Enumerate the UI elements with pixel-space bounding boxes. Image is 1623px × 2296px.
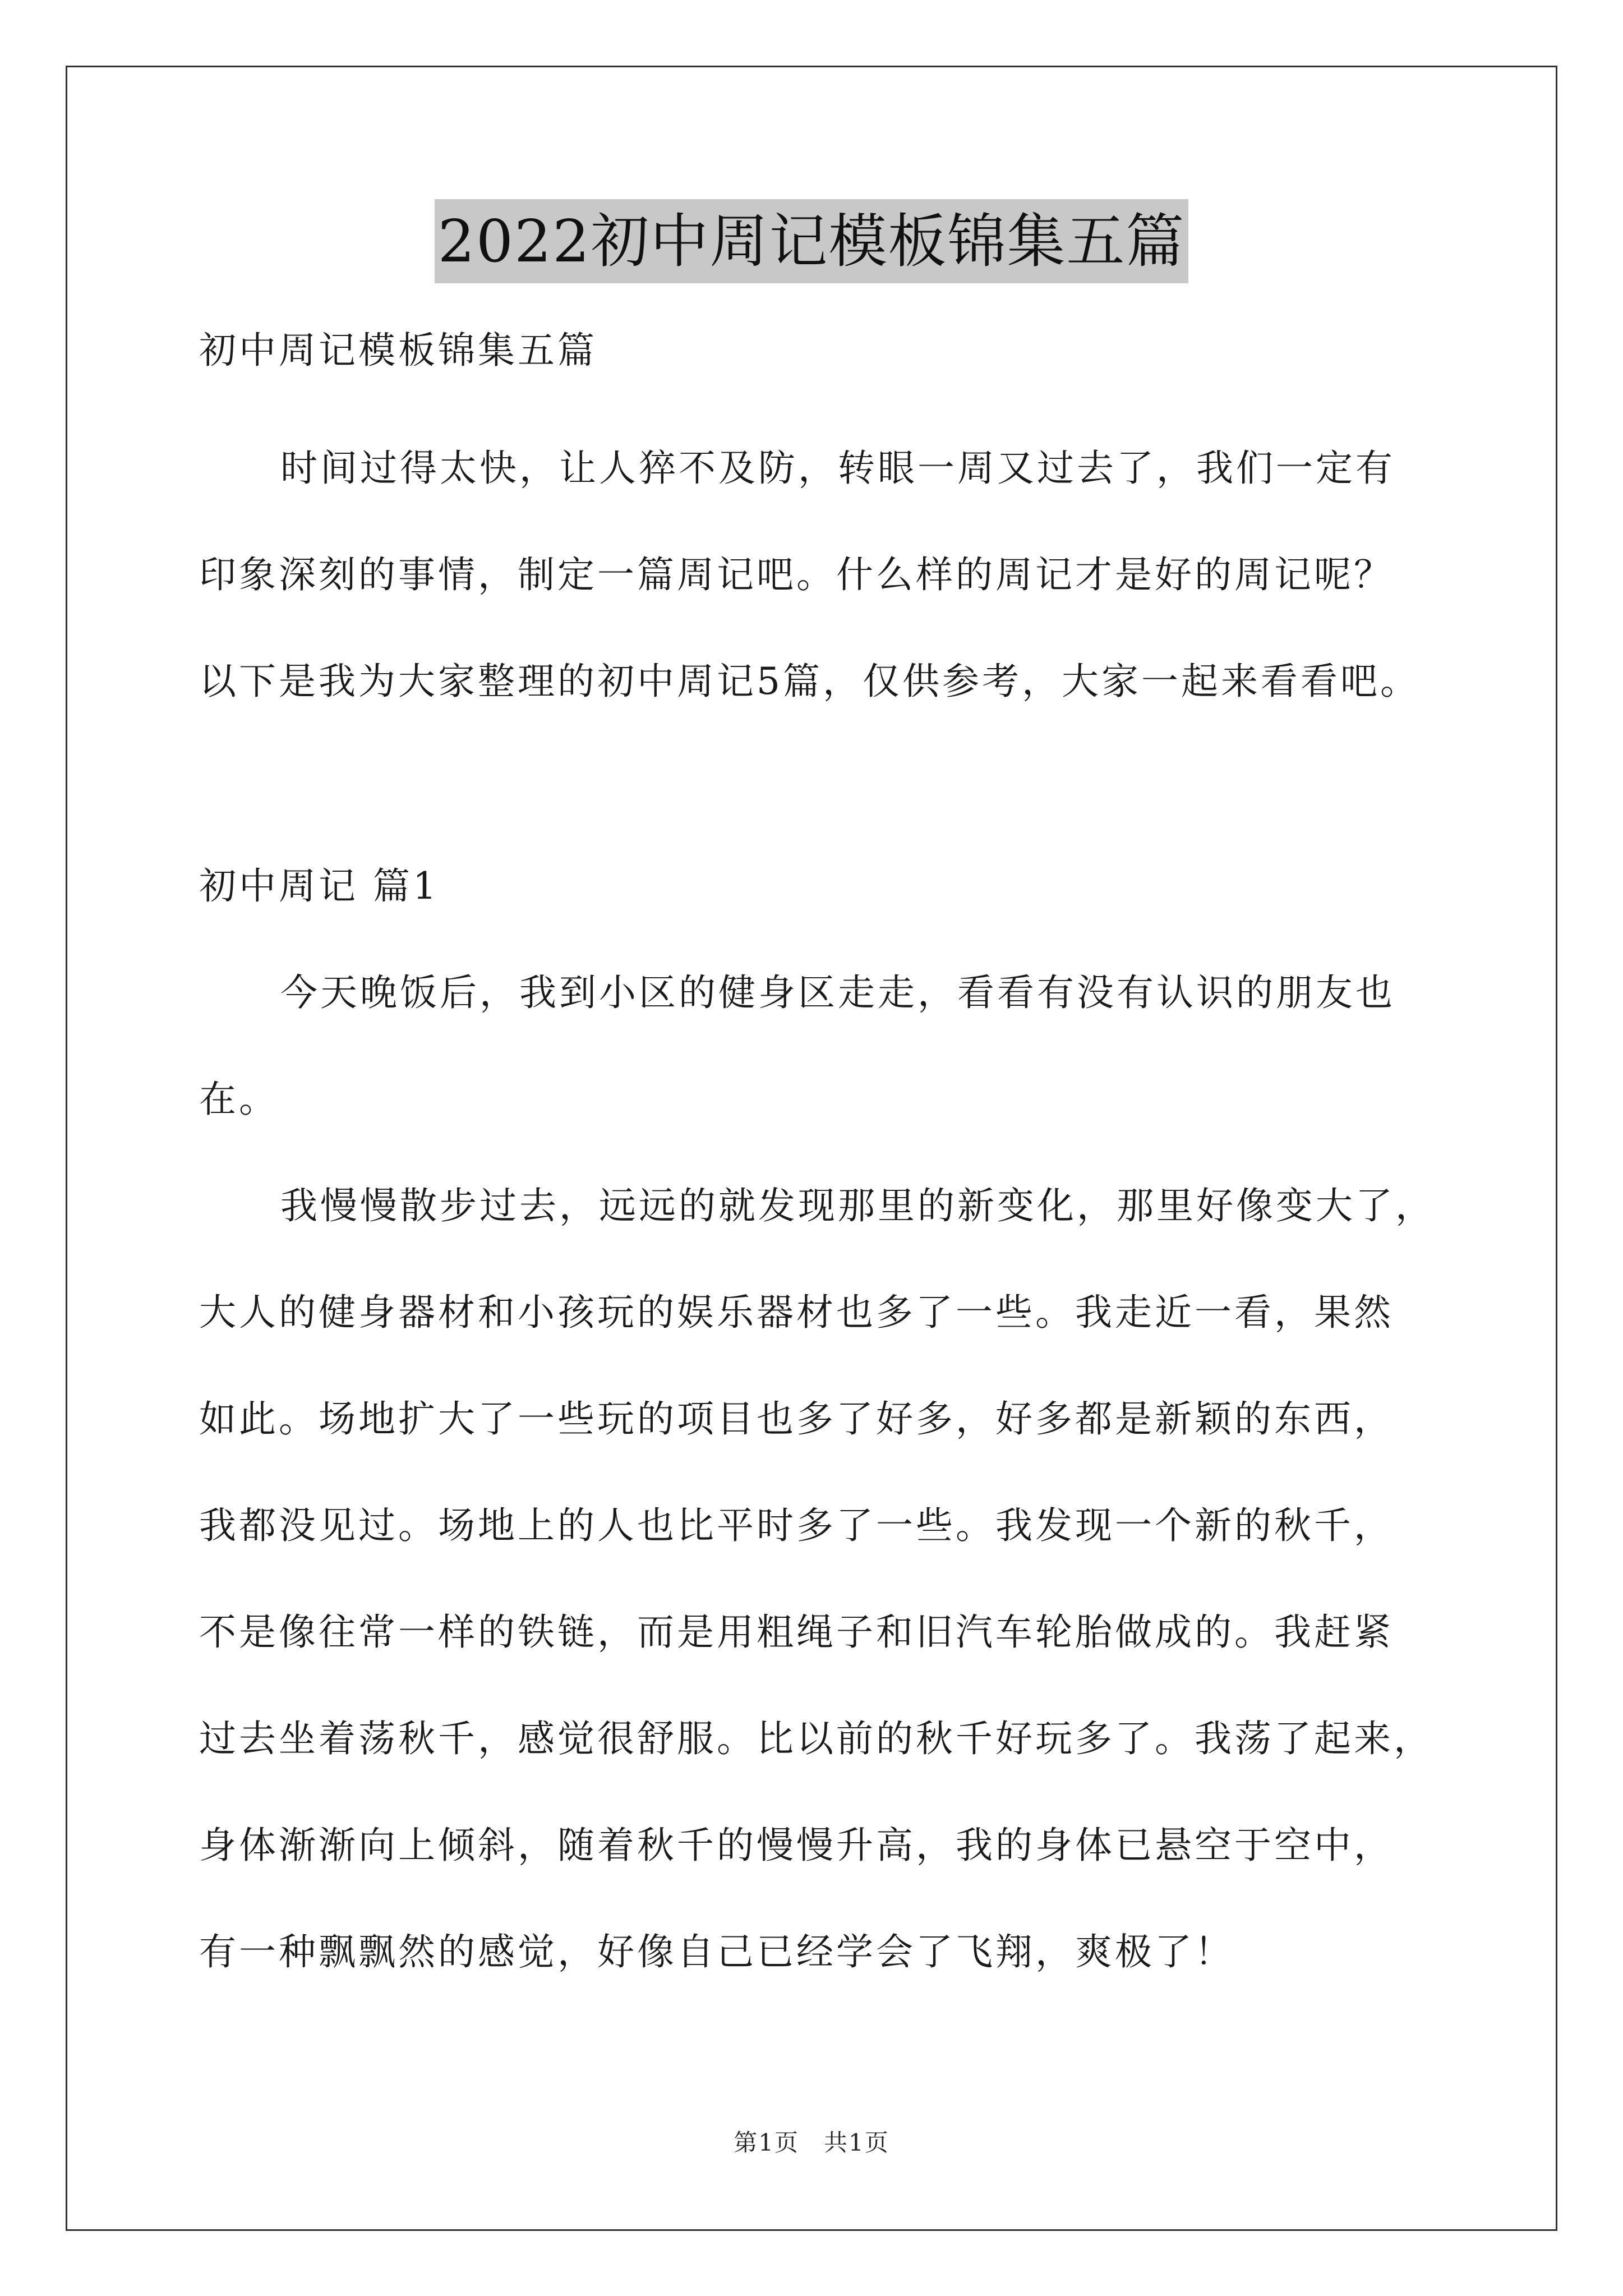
paragraph1-line-2: 在。 <box>199 1078 279 1121</box>
paragraph2-line-1: 我慢慢散步过去，远远的就发现那里的新变化，那里好像变大了， <box>280 1184 1435 1227</box>
page-footer: 第1页 共1页 <box>734 2129 889 2156</box>
title-container <box>0 199 1623 283</box>
paragraph2-line-2: 大人的健身器材和小孩玩的娱乐器材也多了一些。我走近一看，果然 <box>199 1291 1394 1334</box>
paragraph2-line-6: 过去坐着荡秋千，感觉很舒服。比以前的秋千好玩多了。我荡了起来， <box>199 1717 1433 1760</box>
paragraph2-line-7: 身体渐渐向上倾斜，随着秋千的慢慢升高，我的身体已悬空于空中， <box>199 1824 1394 1867</box>
intro-line-3: 以下是我为大家整理的初中周记5篇，仅供参考，大家一起来看看吧。 <box>199 660 1420 703</box>
document-title: 2022初中周记模板锦集五篇 <box>435 199 1189 283</box>
document-subtitle: 初中周记模板锦集五篇 <box>199 329 597 372</box>
paragraph2-line-5: 不是像往常一样的铁链，而是用粗绳子和旧汽车轮胎做成的。我赶紧 <box>199 1611 1394 1654</box>
page-border <box>66 66 1557 2231</box>
paragraph2-line-8: 有一种飘飘然的感觉，好像自己已经学会了飞翔，爽极了！ <box>199 1930 1234 1973</box>
intro-line-2: 印象深刻的事情，制定一篇周记吧。什么样的周记才是好的周记呢？ <box>199 553 1394 596</box>
paragraph2-line-3: 如此。场地扩大了一些玩的项目也多了好多，好多都是新颖的东西， <box>199 1397 1394 1441</box>
paragraph2-line-4: 我都没见过。场地上的人也比平时多了一些。我发现一个新的秋千， <box>199 1504 1394 1547</box>
intro-line-1: 时间过得太快，让人猝不及防，转眼一周又过去了，我们一定有 <box>280 447 1395 490</box>
section-heading: 初中周记 篇1 <box>199 864 439 908</box>
paragraph1-line-1: 今天晚饭后，我到小区的健身区走走，看看有没有认识的朋友也 <box>280 971 1395 1014</box>
